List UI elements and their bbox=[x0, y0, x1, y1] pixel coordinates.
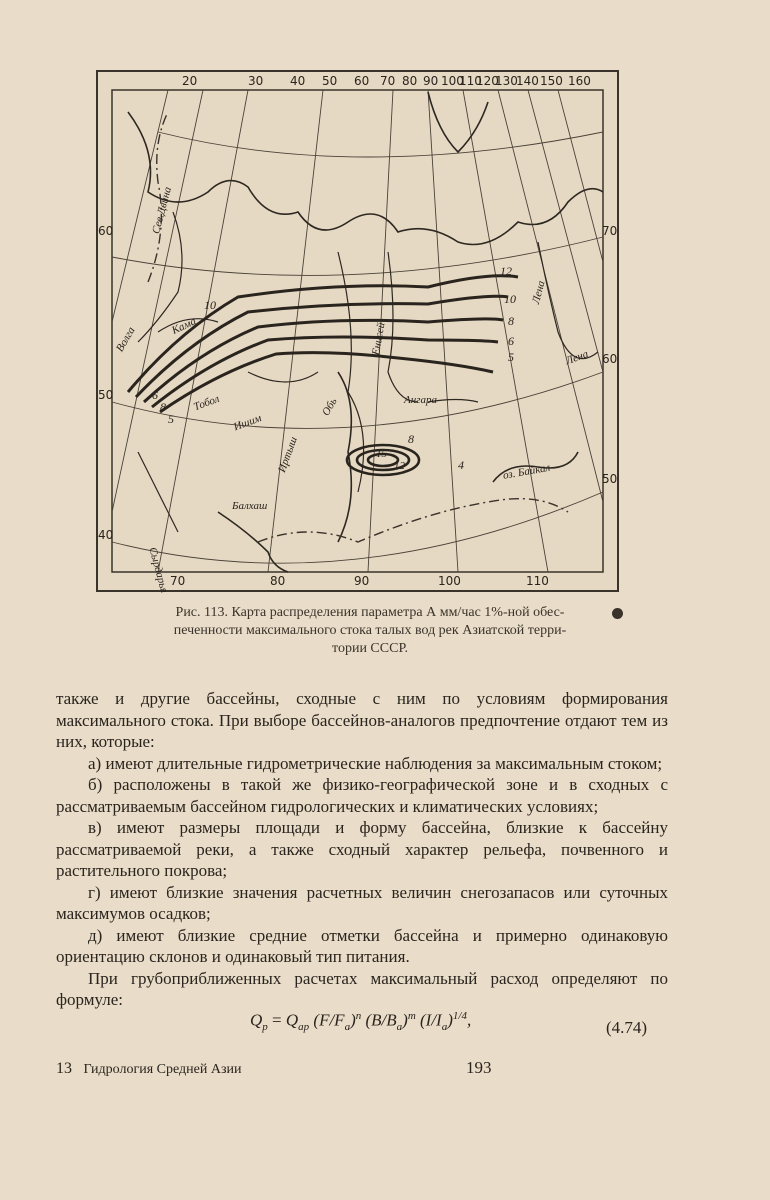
lon-top-label: 20 bbox=[182, 74, 198, 88]
formula-lhs: Q bbox=[250, 1010, 263, 1030]
formula bbox=[0, 1006, 770, 1052]
river-label: Сырдарья bbox=[146, 546, 171, 595]
formula-term: (B/B bbox=[365, 1010, 397, 1030]
lat-right-label: 50 bbox=[602, 472, 618, 486]
river-label: Сев.Двина bbox=[150, 185, 175, 236]
river-label: Кама bbox=[170, 315, 199, 337]
isoline-label: 5 bbox=[508, 350, 514, 364]
isoline-label: 12 bbox=[394, 460, 405, 472]
lon-top-label: 80 bbox=[402, 74, 418, 88]
body-text bbox=[56, 688, 668, 1011]
formula-sub: a bbox=[441, 1021, 448, 1034]
formula-sub: ap bbox=[298, 1021, 310, 1034]
river-label: Лена bbox=[530, 279, 548, 306]
formula-exp: m bbox=[407, 1010, 416, 1022]
formula-term: (F/F bbox=[313, 1010, 345, 1030]
lon-top-label: 90 bbox=[423, 74, 439, 88]
isoline-label: 5 bbox=[168, 412, 174, 426]
river-label: Ангара bbox=[404, 394, 437, 406]
paragraph: При грубоприближенных расчетах максимальный расход определяют по формуле: bbox=[56, 968, 668, 1009]
book-title: Гидрология Средней Азии bbox=[83, 1062, 242, 1077]
isoline-label: 10 bbox=[504, 292, 516, 306]
river-label: Балхаш bbox=[232, 500, 268, 512]
isoline-label: 15 bbox=[376, 448, 387, 460]
isoline-label: 12 bbox=[500, 264, 512, 278]
formula-comma: , bbox=[466, 1010, 472, 1030]
lon-top-label: 100 bbox=[441, 74, 464, 88]
list-item: д) имеют близкие средние отметки бассейна и примерно одинаковую ориентацию склонов и одинаковый тип питания. bbox=[56, 925, 668, 966]
formula-paren: ) bbox=[402, 1010, 408, 1030]
lat-left-label: 50 bbox=[98, 388, 114, 402]
lon-bottom-label: 100 bbox=[438, 574, 461, 588]
lon-top-label: 160 bbox=[568, 74, 591, 88]
formula-sub: a bbox=[396, 1021, 403, 1034]
lon-top-label: 130 bbox=[495, 74, 518, 88]
isoline-label: 8 bbox=[408, 432, 414, 446]
lon-bottom-label: 80 bbox=[270, 574, 286, 588]
figure-caption bbox=[90, 604, 650, 658]
river-label: Иртыш bbox=[276, 435, 300, 475]
list-item: в) имеют размеры площади и форму бассейна, близкие к бассейну рассматриваемой реки, а также сходный характер рельефа, почвенного и растительного покрова; bbox=[56, 818, 668, 880]
list-item: г) имеют близкие значения расчетных величин снегозапасов или суточных максимумов осадков; bbox=[56, 882, 668, 923]
caption-line: тории СССР. bbox=[332, 641, 408, 656]
map-figure bbox=[96, 70, 619, 595]
lon-bottom-label: 90 bbox=[354, 574, 370, 588]
formula-exp: 1/4 bbox=[452, 1010, 467, 1022]
lat-right-label: 60 bbox=[602, 352, 618, 366]
formula-sub: a bbox=[344, 1021, 351, 1034]
lat-left-label: 60 bbox=[98, 224, 114, 238]
formula-eq: = bbox=[267, 1010, 286, 1030]
rivers bbox=[138, 212, 598, 532]
river-label: Ишим bbox=[232, 412, 264, 434]
river-label: Обь bbox=[320, 395, 340, 418]
lon-top-label: 30 bbox=[248, 74, 264, 88]
paragraph: также и другие бассейны, сходные с ним по условиям формирования максимального стока. При выборе бассейнов-аналогов предпочтение отдают тем из них, которые: bbox=[56, 689, 668, 751]
lon-bottom-label: 110 bbox=[526, 574, 549, 588]
formula-term: (I/I bbox=[420, 1010, 442, 1030]
formula-q: Q bbox=[285, 1010, 299, 1030]
lon-bottom-label: 70 bbox=[170, 574, 186, 588]
lon-top-label: 150 bbox=[540, 74, 563, 88]
isoline-label: 6 bbox=[152, 388, 158, 402]
lon-top-label: 60 bbox=[354, 74, 370, 88]
lon-top-label: 70 bbox=[380, 74, 396, 88]
lon-top-label: 120 bbox=[476, 74, 499, 88]
isoline-label: 4 bbox=[458, 458, 464, 472]
bullet-mark-icon bbox=[612, 608, 623, 619]
lon-top-label: 140 bbox=[516, 74, 539, 88]
list-item: б) расположены в такой же физико-географической зоне и в сходных с рассматриваемым бассейном гидрологических и климатических условиях; bbox=[56, 775, 668, 816]
river-label: Лена bbox=[564, 348, 590, 368]
lat-left-label: 40 bbox=[98, 528, 114, 542]
isoline-label: 6 bbox=[508, 334, 514, 348]
formula-number: (4.74) bbox=[606, 1018, 648, 1037]
river-label: оз. Байкал bbox=[502, 461, 552, 482]
isoline-label: 8 bbox=[508, 314, 514, 328]
formula-paren: ) bbox=[447, 1010, 453, 1030]
isoline-label: 8 bbox=[160, 400, 166, 414]
lat-right-label: 70 bbox=[602, 224, 618, 238]
page-number: 193 bbox=[466, 1058, 492, 1077]
isolines bbox=[128, 276, 518, 412]
caption-line: Рис. 113. Карта распределения параметра А мм/час 1%-ной обес- bbox=[175, 605, 565, 620]
isoline-label: 10 bbox=[204, 298, 216, 312]
lon-top-label: 50 bbox=[322, 74, 338, 88]
formula-exp: n bbox=[355, 1010, 362, 1022]
caption-line: печенности максимального стока талых вод рек Азиатской терри- bbox=[173, 623, 567, 638]
signature-number: 13 bbox=[56, 1060, 72, 1077]
footer-signature bbox=[56, 1060, 241, 1078]
lon-top-label: 40 bbox=[290, 74, 306, 88]
river-label: Тобол bbox=[192, 392, 222, 414]
river-label: Енисей bbox=[370, 321, 388, 357]
list-item: а) имеют длительные гидрометрические наблюдения за максимальным стоком; bbox=[88, 753, 663, 773]
lon-top-label: 110 bbox=[459, 74, 482, 88]
river-label: Волга bbox=[114, 325, 138, 354]
formula-sub: p bbox=[262, 1021, 268, 1034]
formula-paren: ) bbox=[350, 1010, 356, 1030]
formula-expression bbox=[250, 1010, 471, 1033]
